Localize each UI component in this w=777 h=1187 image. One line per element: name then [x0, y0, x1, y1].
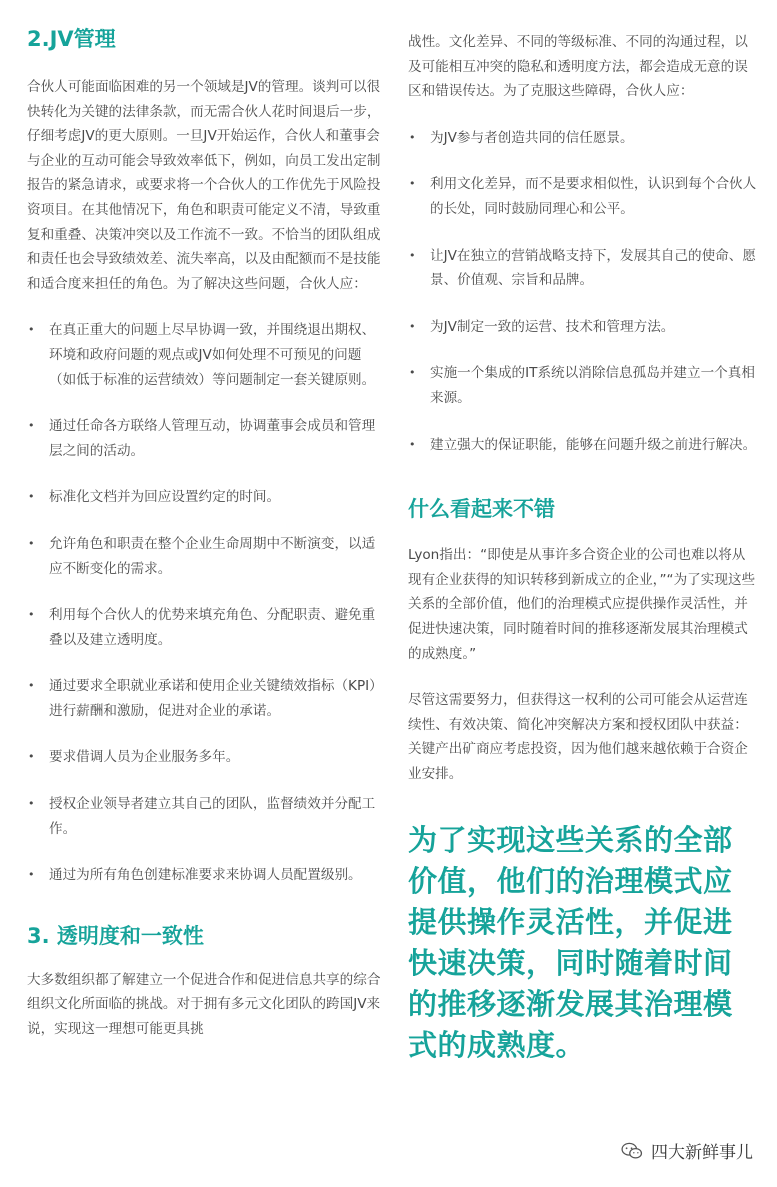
section-2-bullet-list [27, 318, 382, 888]
section-3-body: 大多数组织都了解建立一个促进合作和促进信息共享的综合组织文化所面临的挑战。对于拥有多元文化团队的跨国JV来说，实现这一理想可能更具挑 [27, 971, 381, 1038]
list-item: • 实施一个集成的IT系统以消除信息孤岛并建立一个真相来源。 [408, 361, 758, 410]
section-3-title: 3. 透明度和一致性 [27, 923, 204, 948]
section-3-bullet-list [408, 126, 758, 457]
lyon-quote: Lyon指出：“即使是从事许多合资企业的公司也难以将从现有企业获得的知识转移到新成立的企业，”“为了实现这些关系的全部价值，他们的治理模式应提供操作灵活性，并促进快速决策，同时随着时间的推移逐渐发展其治理模式的成熟度。” [408, 547, 756, 662]
list-item: • 利用文化差异，而不是要求相似性，认识到每个合伙人的长处，同时鼓励同理心和公平。 [408, 172, 758, 221]
left-column [27, 0, 382, 1042]
section-3-body-continued: 战性。文化差异、不同的等级标准、不同的沟通过程，以及可能相互冲突的隐私和透明度方法，都会造成无意的误区和错误传达。为了克服这些障碍，合伙人应： [408, 34, 748, 100]
section-2-body: 合伙人可能面临困难的另一个领域是JV的管理。谈判可以很快转化为关键的法律条款，而无需合伙人花时间退后一步，仔细考虑JV的更大原则。一旦JV开始运作，合伙人和董事会与企业的互动可能会导致效率低下，例如，向员工发出定制报告的紧急请求，或要求将一个合伙人的工作优先于风险投资项目。在其他情况下，角色和职责可能定义不清，导致重复和重叠、决策冲突以及工作流不一致。不恰当的团队组成和责任也会导致绩效差、流失率高，以及由配额而不是技能和适合度来担任的角色。为了解决这些问题，合伙人应： [27, 79, 381, 292]
list-item: • 通过要求全职就业承诺和使用企业关键绩效指标（KPI）进行薪酬和激励，促进对企业的承诺。 [27, 674, 382, 723]
list-item: • 通过为所有角色创建标准要求来协调人员配置级别。 [27, 863, 382, 888]
list-item: • 建立强大的保证职能，能够在问题升级之前进行解决。 [408, 433, 758, 458]
watermark [621, 1138, 753, 1163]
pull-quote: 为了实现这些关系的全部价值，他们的治理模式应提供操作灵活性，并促进快速决策，同时随着时间的推移逐渐发展其治理模式的成熟度。 [408, 823, 733, 1063]
list-item: • 让JV在独立的营销战略支持下，发展其自己的使命、愿景、价值观、宗旨和品牌。 [408, 244, 758, 293]
what-looks-good-title: 什么看起来不错 [408, 497, 555, 522]
list-item: • 在真正重大的问题上尽早协调一致，并围绕退出期权、环境和政府问题的观点或JV如何处理不可预见的问题（如低于标准的运营绩效）等问题制定一套关键原则。 [27, 318, 382, 392]
list-item: • 为JV参与者创造共同的信任愿景。 [408, 126, 758, 151]
list-item: • 允许角色和职责在整个企业生命周期中不断演变，以适应不断变化的需求。 [27, 532, 382, 581]
wechat-icon [621, 1142, 643, 1160]
section-2-title: 2.JV管理 [27, 27, 116, 51]
right-column [408, 0, 758, 1066]
list-item: • 授权企业领导者建立其自己的团队，监督绩效并分配工作。 [27, 792, 382, 841]
closing-body: 尽管这需要努力，但获得这一权利的公司可能会从运营连续性、有效决策、简化冲突解决方案和授权团队中获益：关键产出矿商应考虑投资，因为他们越来越依赖于合资企业安排。 [408, 692, 748, 782]
list-item: • 通过任命各方联络人管理互动，协调董事会成员和管理层之间的活动。 [27, 414, 382, 463]
list-item: • 利用每个合伙人的优势来填充角色、分配职责、避免重叠以及建立透明度。 [27, 603, 382, 652]
list-item: • 要求借调人员为企业服务多年。 [27, 745, 382, 770]
list-item: • 为JV制定一致的运营、技术和管理方法。 [408, 315, 758, 340]
watermark-text: 四大新鲜事儿 [651, 1143, 753, 1163]
list-item: • 标准化文档并为回应设置约定的时间。 [27, 485, 382, 510]
